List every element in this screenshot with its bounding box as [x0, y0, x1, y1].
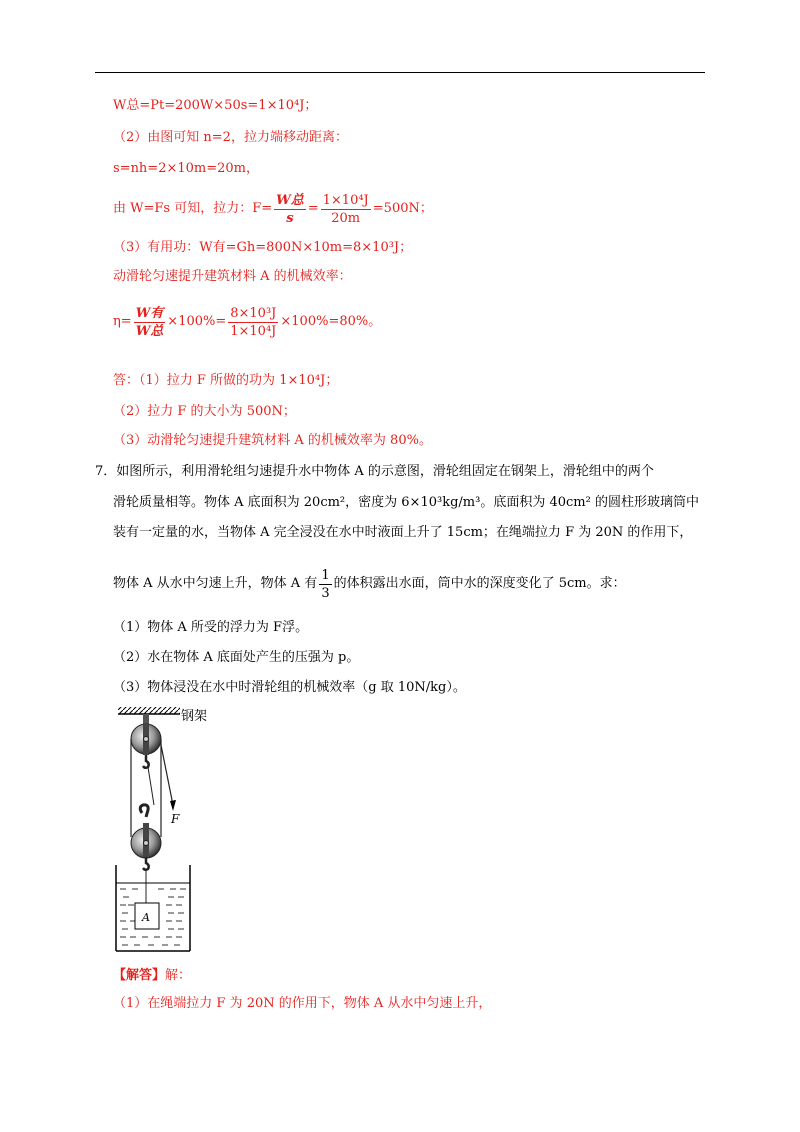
answer-line-3: （3）动滑轮匀速提升建筑材料 A 的机械效率为 80%。: [113, 433, 432, 448]
header-rule: [95, 72, 705, 73]
fraction-useful-over-total: [134, 305, 166, 340]
fraction-numerator: 1: [321, 567, 330, 583]
fraction-numerator: 1×10⁴J: [322, 192, 369, 208]
movable-pulley-hook: [140, 805, 148, 817]
pulley-diagram-svg: [108, 705, 228, 955]
question-7-line-4: [113, 564, 626, 604]
pull-force-equation: 由 W=Fs 可知，拉力：F= $\frac{\text{W总}}{s}$ = $\frac{\text{1×10⁴J}}{20m}$ =500N；: [113, 192, 433, 226]
fraction-numerator: W总: [276, 192, 304, 208]
fraction-denominator: W总: [135, 323, 164, 339]
fraction-denominator: 20m: [331, 210, 361, 226]
steel-frame-hatch: [118, 707, 180, 714]
q4-suffix: 的体积露出水面，筒中水的深度变化了 5cm。求：: [333, 576, 626, 591]
fraction-denominator: 3: [321, 585, 330, 601]
sub-question-3: （3）物体浸没在水中时滑轮组的机械效率（g 取 10N/kg）。: [113, 680, 466, 695]
question-7-line-1: 7．如图所示，利用滑轮组匀速提升水中物体 A 的示意图，滑轮组固定在钢架上，滑轮组中的两个: [95, 464, 654, 479]
efficiency-intro: 动滑轮匀速提升建筑材料 A 的机械效率：: [113, 269, 352, 284]
lower-hook: [143, 857, 149, 870]
force-label: F: [171, 812, 180, 826]
fraction-numerator: W有: [135, 305, 164, 321]
fraction-value: [228, 305, 278, 340]
force-arrow-icon: [170, 800, 176, 811]
movable-pulley-axle: [144, 841, 149, 846]
rope-middle: [148, 767, 154, 805]
fixed-pulley-hook: [143, 755, 149, 768]
answer-line-1: 答：（1）拉力 F 所做的功为 1×10⁴J；: [113, 373, 339, 388]
total-work-line: W总=Pt=200W×50s=1×10⁴J；: [113, 98, 318, 113]
efficiency-equation: [113, 300, 381, 344]
question-7-line-3: 装有一定量的水，当物体 A 完全浸没在水中时液面上升了 15cm；在绳端拉力 F 为 20N 的作用下，: [113, 525, 693, 540]
fraction-w-over-s: [274, 192, 306, 227]
answer-step-1: （1）在绳端拉力 F 为 20N 的作用下，物体 A 从水中匀速上升，: [113, 996, 492, 1011]
fraction-denominator: s: [286, 210, 294, 226]
useful-work-line: （3）有用功：W有=Gh=800N×10m=8×10³J；: [113, 240, 413, 255]
step2-intro: （2）由图可知 n=2，拉力端移动距离：: [113, 130, 348, 145]
q4-prefix: 物体 A 从水中匀速上升，物体 A 有: [113, 576, 318, 591]
distance-line: s=nh=2×10m=20m，: [113, 161, 259, 176]
object-label: A: [142, 911, 150, 924]
times-percent: ×100%=: [167, 314, 227, 329]
sub-question-2: （2）水在物体 A 底面处产生的压强为 p。: [113, 650, 360, 665]
eta-prefix: η=: [113, 314, 132, 329]
rope-free-end: [161, 745, 173, 805]
fraction-value: [321, 192, 371, 227]
fraction-one-third: [319, 567, 331, 602]
fraction-denominator: 1×10⁴J: [230, 323, 277, 339]
answer-solve: 解：: [165, 968, 192, 983]
steel-frame-label: 钢架: [181, 709, 208, 724]
pull-force-prefix: 由 W=Fs 可知，拉力：F=: [113, 201, 273, 216]
fraction-numerator: 8×10³J: [230, 305, 277, 321]
answer-tag: 【解答】: [113, 968, 166, 983]
efficiency-result: ×100%=80%。: [280, 314, 382, 329]
question-7-line-2: 滑轮质量相等。物体 A 底面积为 20cm²，密度为 6×10³kg/m³。底面积为 40cm² 的圆柱形玻璃筒中: [113, 495, 699, 510]
fixed-pulley-axle: [144, 737, 149, 742]
pulley-diagram: [108, 705, 228, 959]
sub-question-1: （1）物体 A 所受的浮力为 F浮。: [113, 620, 309, 635]
answer-line-2: （2）拉力 F 的大小为 500N；: [113, 404, 296, 419]
answer-heading: [113, 968, 191, 984]
pull-force-result: =500N；: [372, 201, 433, 216]
